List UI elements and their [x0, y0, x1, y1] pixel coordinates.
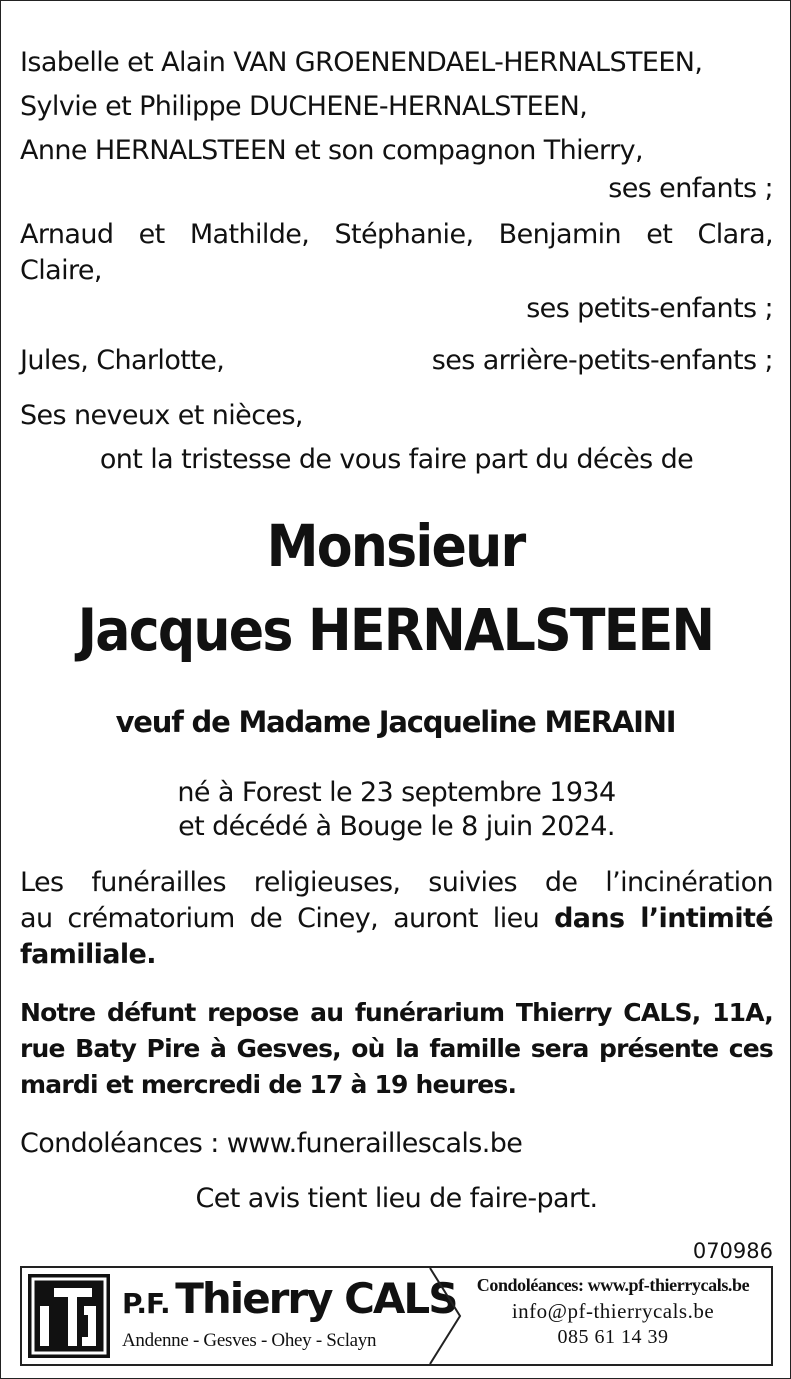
- deceased-name: Jacques HERNALSTEEN: [77, 596, 714, 664]
- widower-line: veuf de Madame Jacqueline MERAINI: [115, 705, 676, 739]
- grandchildren-role: ses petits-enfants ;: [526, 293, 773, 324]
- grandchildren-line-1: Arnaud et Mathilde, Stéphanie, Benjamin et Clara,: [20, 219, 773, 250]
- funeral-home-condolences: Condoléances: www.pf-thierrycals.be: [476, 1275, 750, 1295]
- grandchildren-line-2: Claire,: [20, 255, 102, 286]
- children-role: ses enfants ;: [608, 173, 773, 204]
- funeral-line-3: familiale.: [20, 939, 156, 970]
- visitation-line-3: mardi et mercredi de 17 à 19 heures.: [20, 1070, 517, 1099]
- funeral-home-banner: [20, 1266, 773, 1366]
- visitation-line-1: Notre défunt repose au funérarium Thierry CALS, 11A,: [20, 998, 773, 1027]
- nephews-line: Ses neveux et nièces,: [20, 400, 303, 431]
- family-line-2: Sylvie et Philippe DUCHENE-HERNALSTEEN,: [20, 91, 588, 122]
- birth-line: né à Forest le 23 septembre 1934: [177, 777, 616, 808]
- funeral-home-prefix: P.F.: [122, 1287, 170, 1320]
- tc-monogram-icon: [28, 1274, 110, 1358]
- funeral-home-title: Thierry CALS: [175, 1274, 457, 1323]
- condolences-line: Condoléances : www.funeraillescals.be: [20, 1128, 523, 1159]
- notice-line: Cet avis tient lieu de faire-part.: [195, 1183, 598, 1214]
- funeral-line-2: [20, 901, 773, 937]
- funeral-home-phone: 085 61 14 39: [557, 1326, 669, 1348]
- funeral-home-contact: [458, 1272, 768, 1350]
- deceased-title: Monsieur: [266, 512, 525, 580]
- family-line-1: Isabelle et Alain VAN GROENENDAEL-HERNALSTEEN,: [20, 47, 703, 78]
- funeral-home-email: info@pf-thierrycals.be: [511, 1299, 715, 1323]
- great-grandchildren-role: ses arrière-petits-enfants ;: [431, 345, 773, 376]
- family-line-3: Anne HERNALSTEEN et son compagnon Thierry,: [20, 135, 643, 166]
- visitation-line-2: rue Baty Pire à Gesves, où la famille sera présente ces: [20, 1034, 773, 1063]
- death-line: et décédé à Bouge le 8 juin 2024.: [178, 811, 615, 842]
- great-grandchildren: Jules, Charlotte,: [20, 345, 225, 376]
- intro-line: ont la tristesse de vous faire part du décès de: [99, 444, 694, 475]
- funeral-line-1: Les funérailles religieuses, suivies de l’incinération: [20, 867, 773, 898]
- reference-number: 070986: [692, 1239, 773, 1263]
- funeral-home-locations: Andenne - Gesves - Ohey - Sclayn: [122, 1330, 377, 1351]
- funeral-home-name: [122, 1274, 457, 1328]
- funeral-line-2-bold: dans l’intimité: [554, 903, 774, 934]
- funeral-line-2-normal: au crématorium de Ciney, auront lieu: [20, 903, 540, 934]
